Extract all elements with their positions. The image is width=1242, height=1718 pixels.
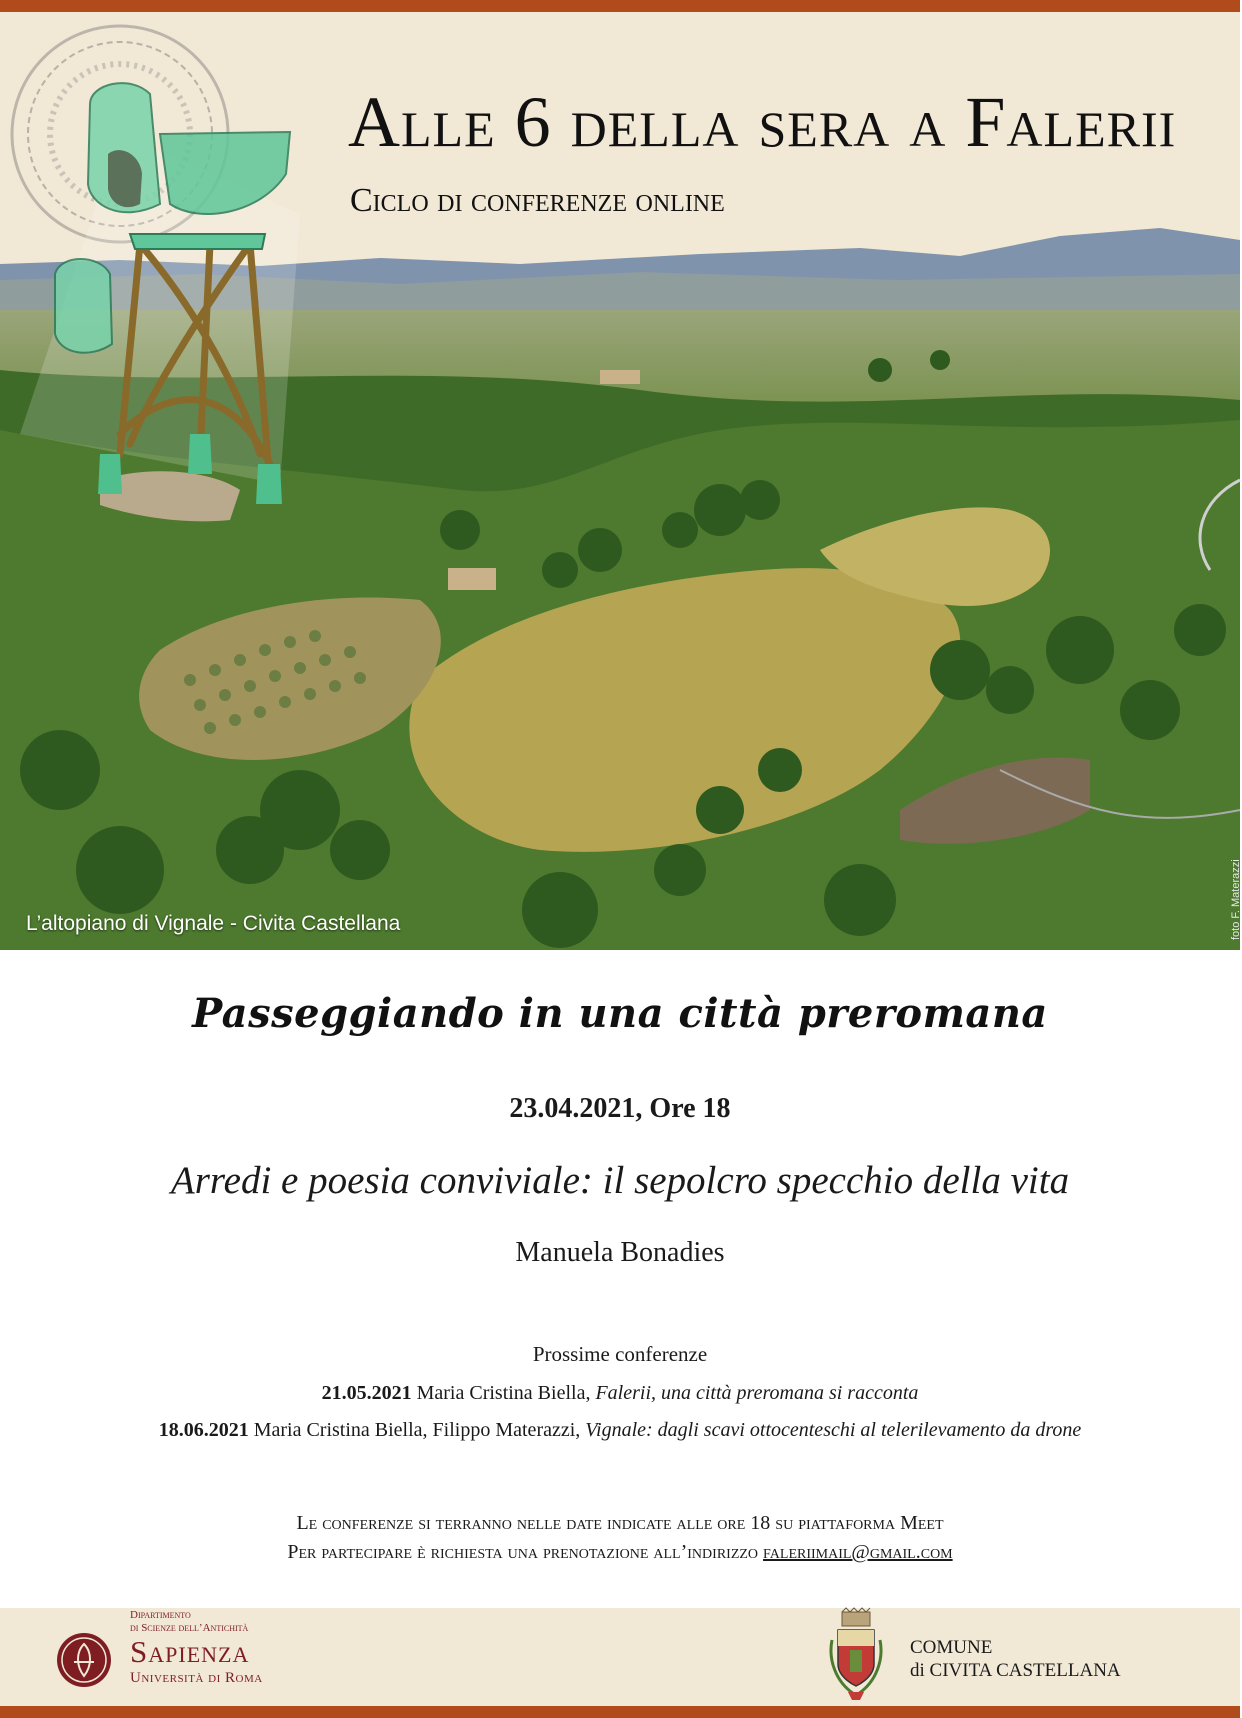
bottom-accent-bar bbox=[0, 1706, 1240, 1718]
event-date: 23.04.2021, Ore 18 bbox=[509, 1093, 731, 1124]
top-accent-bar bbox=[0, 0, 1240, 12]
booking-text: Per partecipare è richiesta una prenotazione all’indirizzo bbox=[287, 1541, 759, 1563]
sapienza-name: Sapienza bbox=[130, 1634, 250, 1669]
page-title: Alle 6 della sera a Falerii bbox=[348, 82, 1177, 162]
upcoming-speakers: Maria Cristina Biella, bbox=[416, 1382, 591, 1404]
sapienza-dept-line2: di Scienze dell’Antichità bbox=[130, 1621, 249, 1634]
comune-name bbox=[910, 1637, 1121, 1683]
email-link[interactable]: faleriimail@gmail.com bbox=[763, 1541, 953, 1563]
event-title: Arredi e poesia conviviale: il sepolcro specchio della vita bbox=[170, 1159, 1070, 1202]
info-line-booking bbox=[0, 1541, 1240, 1564]
falerii-emblem bbox=[0, 14, 300, 514]
series-title: Passeggiando in una città preromana bbox=[192, 990, 1048, 1037]
upcoming-heading: Prossime conferenze bbox=[532, 1342, 708, 1366]
page-subtitle: Ciclo di conferenze online bbox=[350, 182, 725, 219]
photo-caption: L’altopiano di Vignale - Civita Castellana bbox=[26, 912, 401, 935]
upcoming-item bbox=[0, 1419, 1240, 1442]
sapienza-seal-icon bbox=[56, 1632, 112, 1688]
comune-line2: di CIVITA CASTELLANA bbox=[910, 1659, 1121, 1681]
upcoming-item bbox=[0, 1382, 1240, 1405]
speaker-name: Manuela Bonadies bbox=[515, 1237, 725, 1268]
info-line-schedule: Le conferenze si terranno nelle date indicate alle ore 18 su piattaforma Meet bbox=[296, 1512, 944, 1534]
comune-crest-icon bbox=[826, 1610, 886, 1702]
upcoming-date: 18.06.2021 bbox=[158, 1419, 249, 1441]
upcoming-title: Vignale: dagli scavi ottocenteschi al telerilevamento da drone bbox=[585, 1419, 1082, 1441]
upcoming-title: Falerii, una città preromana si racconta bbox=[595, 1382, 919, 1404]
photo-credit: foto F. Materazzi bbox=[1230, 859, 1242, 940]
comune-line1: COMUNE bbox=[910, 1637, 993, 1658]
sapienza-dept-line1: Dipartimento bbox=[130, 1609, 191, 1621]
upcoming-speakers: Maria Cristina Biella, Filippo Materazzi, bbox=[253, 1419, 581, 1441]
sapienza-university: Università di Roma bbox=[130, 1670, 263, 1686]
sapienza-department bbox=[130, 1609, 248, 1634]
upcoming-date: 21.05.2021 bbox=[321, 1382, 412, 1404]
